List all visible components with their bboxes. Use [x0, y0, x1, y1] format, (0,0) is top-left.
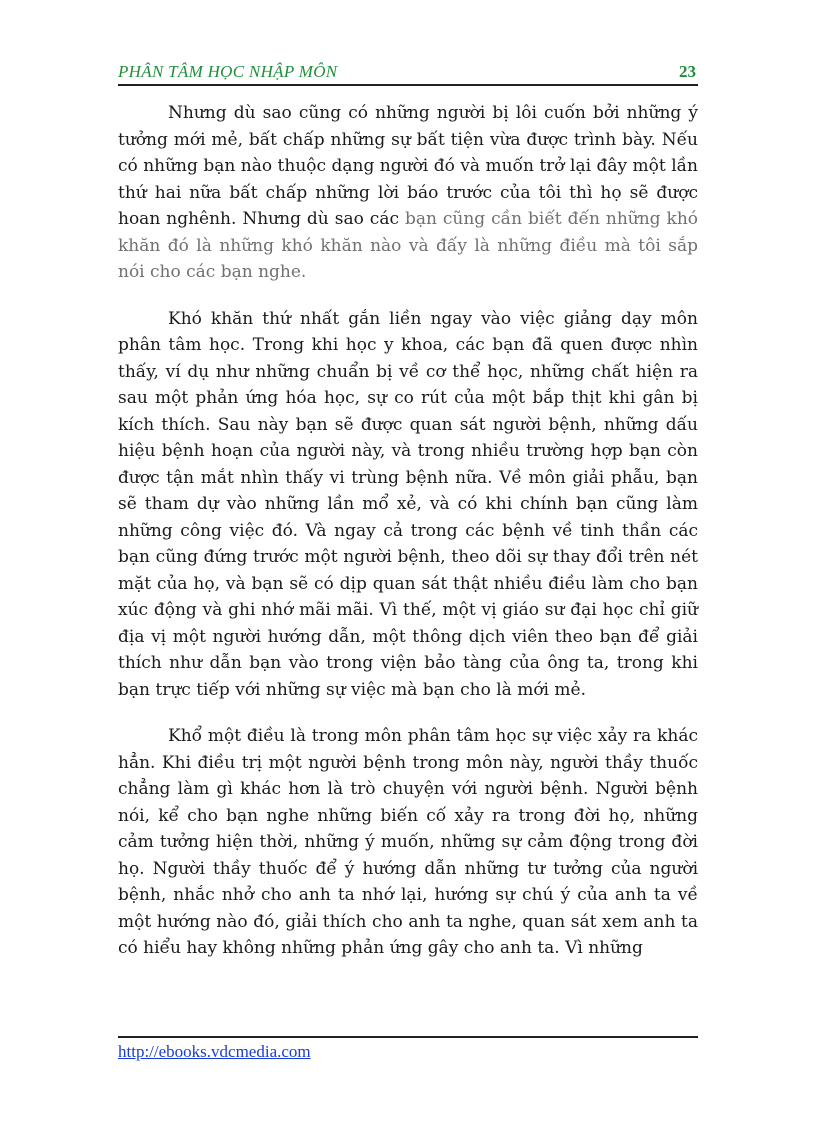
- page-header: [118, 60, 698, 86]
- paragraph-1-text: Nhưng dù sao cũng có những người bị lôi cuốn bởi những ý tưởng mới mẻ, bất chấp những sự bất tiện vừa được trình bày. Nếu có những bạn nào thuộc dạng người đó và muốn trở lại đây một lần thứ hai nữa bất chấp những lời báo trước của tôi thì họ sẽ được hoan nghênh. Nhưng dù sao các: [118, 103, 698, 229]
- paragraph-1-faded-text: bạn cũng cần biết đến những khó khăn đó là những khó khăn nào và đấy là những điều mà tôi sắp nói cho các bạn nghe.: [118, 209, 698, 282]
- footer-divider: [118, 1036, 698, 1038]
- footer-link[interactable]: http://ebooks.vdcmedia.com: [118, 1042, 311, 1061]
- running-title: PHÂN TÂM HỌC NHẬP MÔN: [118, 62, 338, 81]
- paragraph-2-text: Khó khăn thứ nhất gắn liền ngay vào việc giảng dạy môn phân tâm học. Trong khi học y khoa, các bạn đã quen được nhìn thấy, ví dụ như những chuẩn bị về cơ thể học, những chất hiện ra sau một phản ứng hóa học, sự co rút của một bắp thịt khi gân bị kích thích. Sau này bạn sẽ được quan sát người bệnh, những dấu hiệu bệnh hoạn của người này, và trong nhiều trường hợp bạn còn được tận mắt nhìn thấy vi trùng bệnh nữa. Về môn giải phẫu, bạn sẽ tham dự vào những lần mổ xẻ, và có khi chính bạn cũng làm những công việc đó. Và ngay cả trong các bệnh về tinh thần các bạn cũng đứng trước một người bệnh, theo dõi sự thay đổi trên nét mặt của họ, và bạn sẽ có dịp quan sát thật nhiều điều làm cho bạn xúc động và ghi nhớ mãi mãi. Vì thế, một vị giáo sư đại học chỉ giữ địa vị một người hướng dẫn, một thông dịch viên theo bạn để giải thích như dẫn bạn vào trong viện bảo tàng của ông ta, trong khi bạn trực tiếp với những sự việc mà bạn cho là mới mẻ.: [118, 308, 698, 700]
- page-number: 23: [679, 62, 696, 81]
- paragraph-2: [118, 306, 698, 704]
- paragraph-3-text: Khổ một điều là trong môn phân tâm học sự việc xảy ra khác hẳn. Khi điều trị một người bệnh trong môn này, người thầy thuốc chẳng làm gì khác hơn là trò chuyện với người bệnh. Người bệnh nói, kể cho bạn nghe những biến cố xảy ra trong đời họ, những cảm tưởng hiện thời, những ý muốn, những sự cảm động trong đời họ. Người thầy thuốc để ý hướng dẫn những tư tưởng của người bệnh, nhắc nhở cho anh ta nhớ lại, hướng sự chú ý của anh ta về một hướng nào đó, giải thích cho anh ta nghe, quan sát xem anh ta có hiểu hay không những phản ứng gây cho anh ta. Vì những: [118, 726, 698, 958]
- body-text: [118, 100, 698, 982]
- paragraph-3: [118, 723, 698, 962]
- paragraph-1: [118, 100, 698, 286]
